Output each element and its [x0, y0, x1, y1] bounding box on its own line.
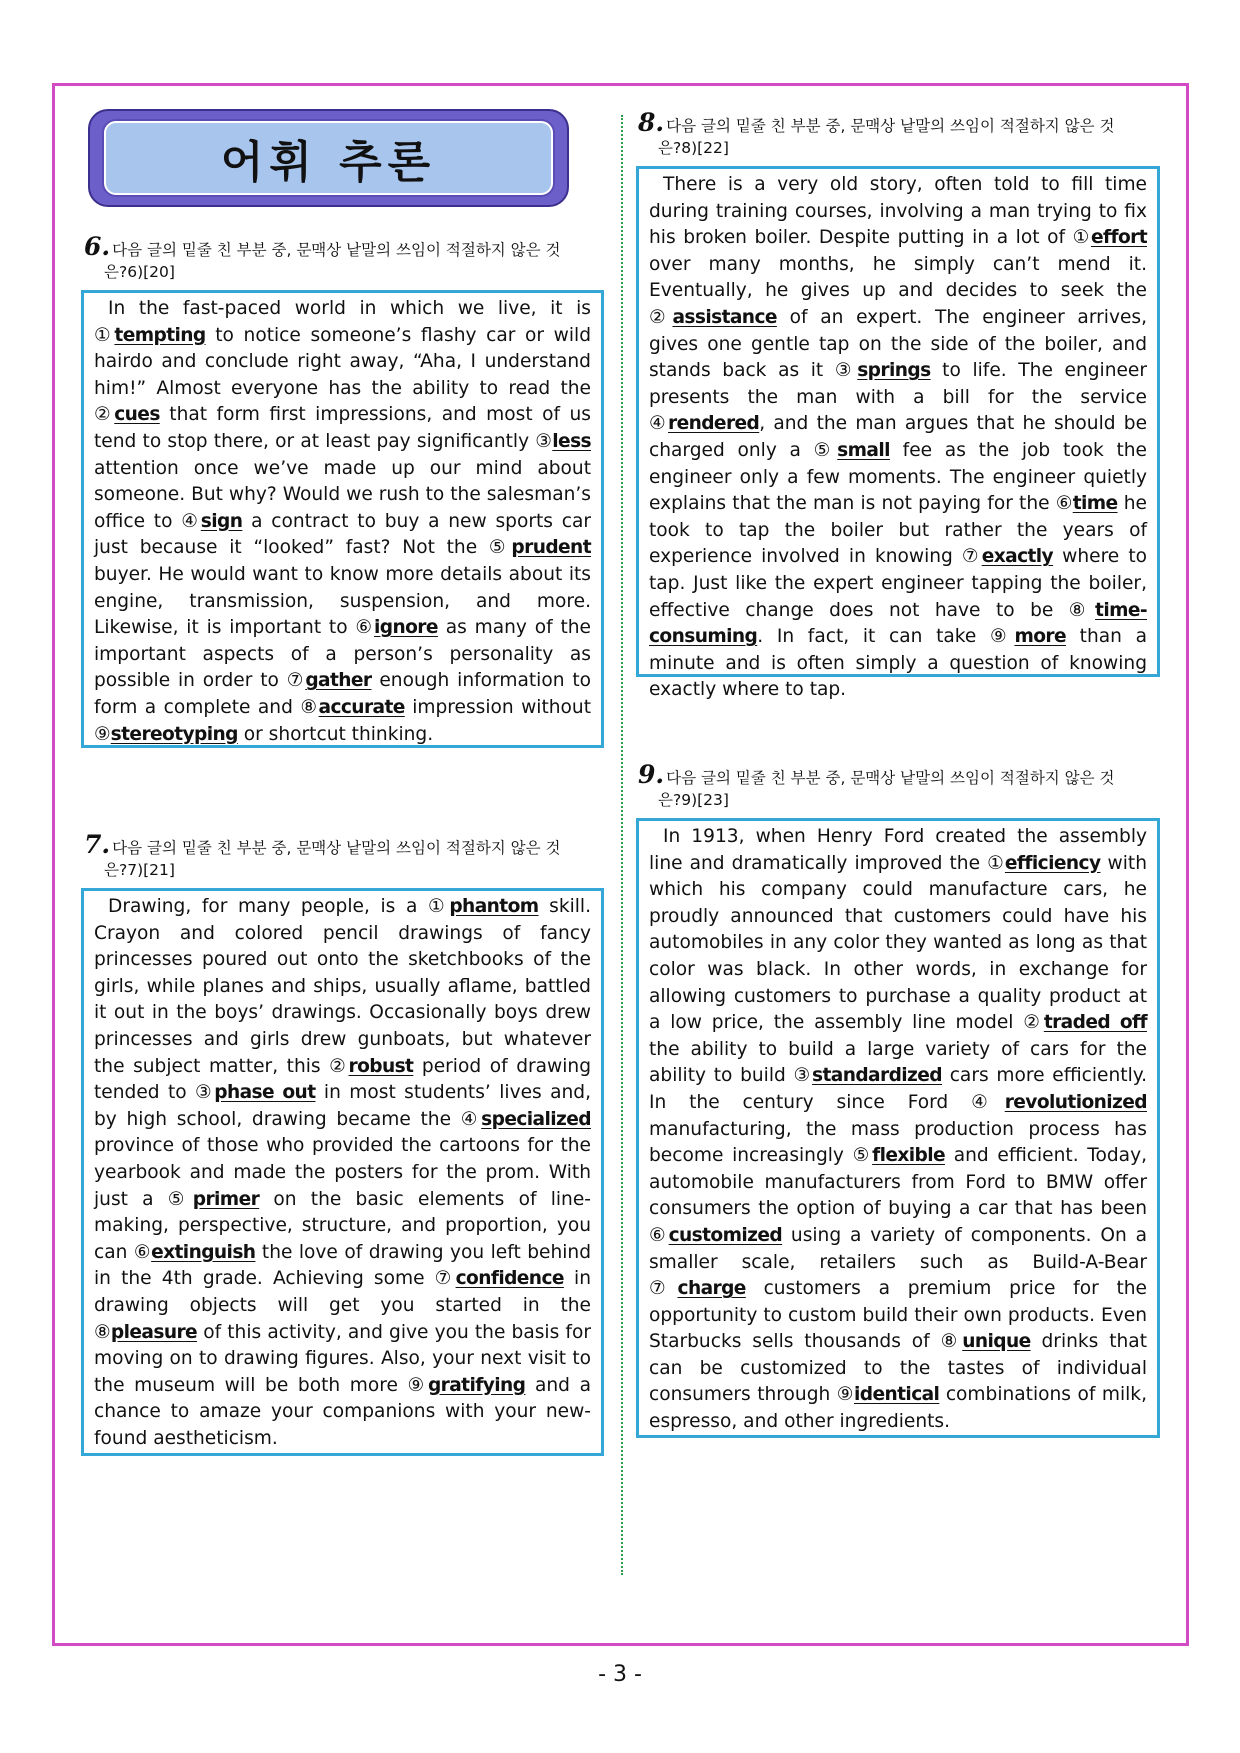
passage-segment: he took to tap the boiler but rather the years of experience involved in knowing ⑦ — [649, 493, 1147, 568]
passage-segment: over many months, he simply can’t mend it. Eventually, he gives up and decides to seek the ② — [649, 253, 1147, 328]
passage-segment: period of drawing tended to ③ — [94, 1055, 592, 1104]
passage-segment: customers a premium price for the opportunity to custom build their own products. Even Starbucks sells thousands of ⑧ — [649, 1278, 1147, 1353]
question-instruction: 다음 글의 밑줄 친 부분 중, 문맥상 낱말의 쓰임이 적절하지 않은 것 — [112, 241, 561, 259]
question-9-header — [638, 760, 1158, 811]
passage-segment: with which his company could manufacture cars, he proudly announced that customers could have his automobiles in any color they wanted as long as that color was black. In other words, in exchange for allowing customers to purchase a quality product at a low price, the assembly line model ② — [649, 852, 1148, 1034]
underlined-word: exactly — [981, 546, 1054, 568]
passage-segment: fee as the job took the engineer only a few moments. The engineer quietly explains that the man is not paying for the ⑥ — [649, 439, 1147, 515]
passage-segment: attention once we’ve made up our mind about someone. But why? Would we rush to the salesman’s office to ④ — [94, 457, 591, 532]
passage-segment: or shortcut thinking. — [237, 723, 434, 745]
underlined-word: small — [837, 439, 890, 461]
underlined-word: identical — [854, 1384, 940, 1406]
question-instruction: 다음 글의 밑줄 친 부분 중, 문맥상 낱말의 쓰임이 적절하지 않은 것 — [666, 117, 1115, 135]
underlined-word: flexible — [872, 1145, 946, 1167]
underlined-word: assistance — [672, 306, 777, 328]
underlined-word: tempting — [114, 324, 206, 346]
underlined-word: unique — [962, 1331, 1031, 1353]
question-number: 9. — [638, 760, 665, 789]
passage-segment: to notice someone’s flashy car or wild hairdo and conclude right away, “Aha, I understand him!” Almost everyone has the ability to read the ② — [94, 324, 592, 426]
question-6-passage-box — [81, 290, 604, 748]
question-7-header — [84, 830, 604, 881]
passage-segment: a contract to buy a new sports car just because it “looked” fast? Not the ⑤ — [94, 510, 591, 559]
underlined-word: accurate — [318, 696, 405, 718]
underlined-word: stereotyping — [110, 723, 238, 745]
passage-segment: In the fast-paced world in which we live, it is ① — [94, 298, 591, 346]
passage-segment: manufacturing, the mass production process has become increasingly ⑤ — [649, 1118, 1147, 1167]
passage-segment: cars more efficiently. In the century since Ford ④ — [649, 1065, 1148, 1113]
question-8-passage-box — [636, 166, 1160, 701]
underlined-word: gather — [305, 670, 372, 692]
question-instruction: 다음 글의 밑줄 친 부분 중, 문맥상 낱말의 쓰임이 적절하지 않은 것 — [112, 839, 561, 857]
question-source: 9)[23] — [681, 791, 729, 809]
question-number: 6. — [84, 232, 111, 261]
passage-segment: the love of drawing you left behind in the 4th grade. Achieving some ⑦ — [94, 1241, 592, 1290]
question-instruction-tail: 은? — [658, 791, 682, 809]
question-instruction-tail: 은? — [658, 139, 682, 157]
passage-segment: province of those who provided the cartoons for the yearbook and made the posters for the prom. With just a ⑤ — [94, 1135, 591, 1210]
underlined-word: more — [1014, 626, 1066, 648]
underlined-word: less — [552, 430, 591, 452]
passage-segment: where to tap. Just like the expert engineer tapping the boiler, effective change does not have to be ⑧ — [649, 546, 1147, 621]
underlined-word: time — [1072, 493, 1118, 515]
passage-segment: and efficient. Today, automobile manufacturers from Ford to BMW offer consumers the option of buying a car that has been ⑥ — [649, 1145, 1147, 1246]
page-number: - 3 - — [598, 1662, 642, 1687]
underlined-word: phantom — [449, 896, 539, 917]
underlined-word: charge — [677, 1278, 746, 1300]
passage-text — [94, 894, 591, 1452]
question-7-passage-box — [81, 888, 604, 1456]
underlined-word: effort — [1090, 227, 1147, 249]
underlined-word: robust — [348, 1055, 414, 1077]
passage-segment: Drawing, for many people, is a ① — [108, 896, 450, 917]
passage-segment: to life. The engineer presents the man with a bill for the service ④ — [649, 360, 1148, 435]
passage-segment: enough information to form a complete and ⑧ — [94, 670, 591, 718]
question-source: 6)[20] — [127, 263, 175, 281]
underlined-word: pleasure — [110, 1321, 198, 1343]
question-instruction-tail: 은? — [104, 263, 128, 281]
passage-segment: In 1913, when Henry Ford created the assembly line and dramatically improved the ① — [649, 826, 1147, 874]
passage-segment: impression without ⑨ — [94, 696, 591, 745]
passage-text — [649, 824, 1147, 1436]
section-title-inner — [104, 121, 553, 195]
question-source: 8)[22] — [681, 139, 729, 157]
question-instruction: 다음 글의 밑줄 친 부분 중, 문맥상 낱말의 쓰임이 적절하지 않은 것 — [666, 769, 1115, 787]
underlined-word: extinguish — [151, 1241, 256, 1263]
passage-segment: There is a very old story, often told to fill time during training courses, involving a man trying to fix his broken boiler. Despite putting in a lot of ① — [649, 174, 1147, 249]
underlined-word: specialized — [481, 1108, 591, 1130]
passage-segment: as many of the important aspects of a person’s personality as possible in order to ⑦ — [94, 617, 591, 692]
underlined-word: gratifying — [427, 1374, 526, 1396]
question-number: 7. — [84, 830, 111, 859]
underlined-word: traded off — [1043, 1012, 1147, 1034]
section-title: 어휘 추론 — [220, 137, 437, 188]
passage-segment: on the basic elements of line-making, perspective, structure, and proportion, you can ⑥ — [94, 1188, 591, 1263]
passage-segment: using a variety of components. On a smaller scale, retailers such as Build-A-Bear ⑦ — [649, 1224, 1147, 1300]
passage-segment: drinks that can be customized to the tastes of individual consumers through ⑨ — [649, 1331, 1147, 1406]
passage-text — [94, 296, 591, 748]
underlined-word: customized — [668, 1224, 783, 1246]
question-source: 7)[21] — [127, 861, 175, 879]
passage-segment: in drawing objects will get you started in the ⑧ — [94, 1268, 591, 1343]
question-8-header — [638, 108, 1158, 159]
passage-segment: than a minute and is often simply a question of knowing exactly where to tap. — [649, 626, 1148, 701]
passage-segment: of an expert. The engineer arrives, gives one gentle tap on the side of the boiler, and stands back as it ③ — [649, 306, 1147, 382]
underlined-word: time-consuming — [649, 599, 1147, 648]
passage-text — [649, 172, 1147, 704]
passage-segment: and a chance to amaze your companions with your new-found aestheticism. — [94, 1374, 592, 1449]
passage-segment: that form first impressions, and most of us tend to stop there, or at least pay significantly ③ — [94, 404, 591, 452]
passage-segment: , and the man argues that he should be charged only a ⑤ — [649, 413, 1148, 461]
underlined-word: revolutionized — [1004, 1091, 1147, 1113]
underlined-word: confidence — [455, 1268, 564, 1290]
passage-segment: . In fact, it can take ⑨ — [757, 626, 1015, 648]
underlined-word: primer — [192, 1188, 260, 1210]
section-title-banner — [88, 109, 569, 207]
column-divider — [621, 115, 623, 1575]
passage-segment: buyer. He would want to know more details about its engine, transmission, suspension, and more. Likewise, it is important to ⑥ — [94, 563, 591, 639]
underlined-word: springs — [857, 360, 931, 382]
underlined-word: rendered — [668, 413, 760, 435]
question-6-header — [84, 232, 604, 283]
question-9-passage-box — [636, 818, 1160, 1438]
underlined-word: phase out — [214, 1082, 316, 1104]
passage-segment: skill. Crayon and colored pencil drawings of fancy princesses poured out onto the sketchbooks of the girls, while planes and ships, usually aflame, battled it out in the boys’ drawings. Occasionally boys drew princesses and girls drew gunboats, but whatever the subject matter, this ② — [94, 896, 591, 1077]
underlined-word: efficiency — [1004, 852, 1101, 874]
question-number: 8. — [638, 108, 665, 137]
passage-segment: in most students’ lives and, by high school, drawing became the ④ — [94, 1082, 592, 1130]
underlined-word: prudent — [511, 537, 591, 559]
passage-segment: combinations of milk, espresso, and other ingredients. — [649, 1384, 1147, 1433]
underlined-word: ignore — [374, 617, 438, 639]
question-instruction-tail: 은? — [104, 861, 128, 879]
underlined-word: sign — [200, 510, 243, 532]
underlined-word: cues — [114, 404, 160, 426]
passage-segment: the ability to build a large variety of cars for the ability to build ③ — [649, 1038, 1147, 1087]
underlined-word: standardized — [812, 1065, 942, 1087]
passage-segment: of this activity, and give you the basis for moving on to drawing figures. Also, your next visit to the museum will be both more ⑨ — [94, 1321, 591, 1396]
